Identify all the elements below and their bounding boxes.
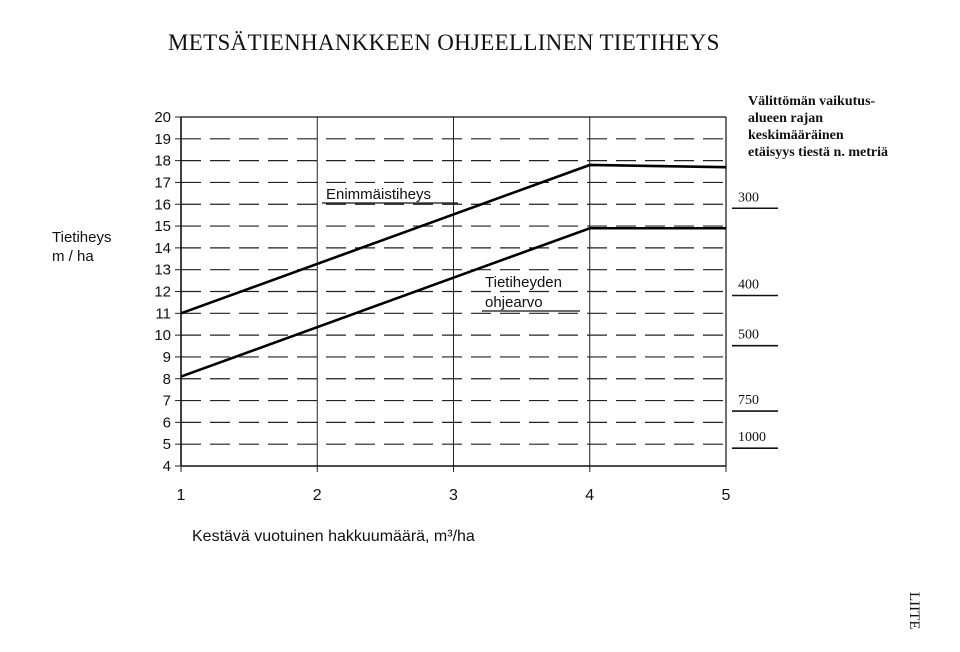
- y-tick-label: 18: [154, 152, 171, 170]
- y-tick-label: 11: [155, 305, 171, 323]
- distance-label: 1000: [738, 430, 766, 446]
- y-tick-label: 6: [162, 414, 171, 432]
- y-tick-label: 17: [154, 174, 171, 192]
- x-tick-labels: [177, 487, 731, 504]
- axes: [175, 117, 726, 472]
- right-axis-title-line: keskimääräinen: [748, 128, 844, 143]
- y-tick-label: 4: [162, 458, 171, 475]
- y-tick-label: 12: [154, 283, 171, 301]
- distance-label: 750: [738, 393, 759, 409]
- x-tick-label: 3: [449, 487, 458, 504]
- distance-label: 400: [738, 277, 759, 293]
- y-tick-label: 15: [154, 218, 171, 236]
- distance-label: 500: [738, 327, 759, 343]
- y-tick-label: 14: [154, 239, 171, 257]
- x-tick-label: 4: [585, 487, 595, 504]
- y-tick-label: 5: [162, 436, 171, 454]
- y-tick-label: 7: [162, 392, 171, 410]
- right-axis-title-line: Välittömän vaikutus-: [748, 94, 876, 109]
- x-axis-label: Kestävä vuotuinen hakkuumäärä, m³/ha: [192, 528, 475, 545]
- annotation-enimmaistiheys: Enimmäistiheys: [326, 186, 432, 203]
- y-tick-label: 16: [154, 196, 171, 214]
- x-tick-label: 1: [176, 487, 186, 504]
- y-tick-labels: [154, 109, 171, 475]
- y-axis-label-line: m / ha: [52, 248, 94, 265]
- y-axis-label-line: Tietiheys: [52, 229, 112, 246]
- chart-title: METSÄTIENHANKKEEN OHJEELLINEN TIETIHEYS: [168, 30, 720, 55]
- x-tick-label: 5: [721, 487, 731, 504]
- y-tick-label: 19: [154, 130, 171, 148]
- right-axis-title-line: etäisyys tiestä n. metriä: [748, 145, 888, 160]
- y-tick-label: 9: [162, 348, 171, 366]
- distance-label: 300: [738, 190, 759, 206]
- y-tick-label: 10: [154, 327, 171, 345]
- y-tick-label: 8: [162, 370, 171, 388]
- right-axis-title-line: alueen rajan: [748, 111, 824, 126]
- annotation-ohjearvo-line2: ohjearvo: [485, 294, 543, 311]
- y-tick-label: 13: [154, 261, 171, 279]
- annotation-ohjearvo-line1: Tietiheyden: [485, 274, 562, 291]
- x-tick-label: 2: [312, 487, 322, 504]
- corner-label: LIITE: [906, 592, 922, 630]
- right-axis-labels: [732, 190, 778, 448]
- y-tick-label: 20: [154, 109, 171, 126]
